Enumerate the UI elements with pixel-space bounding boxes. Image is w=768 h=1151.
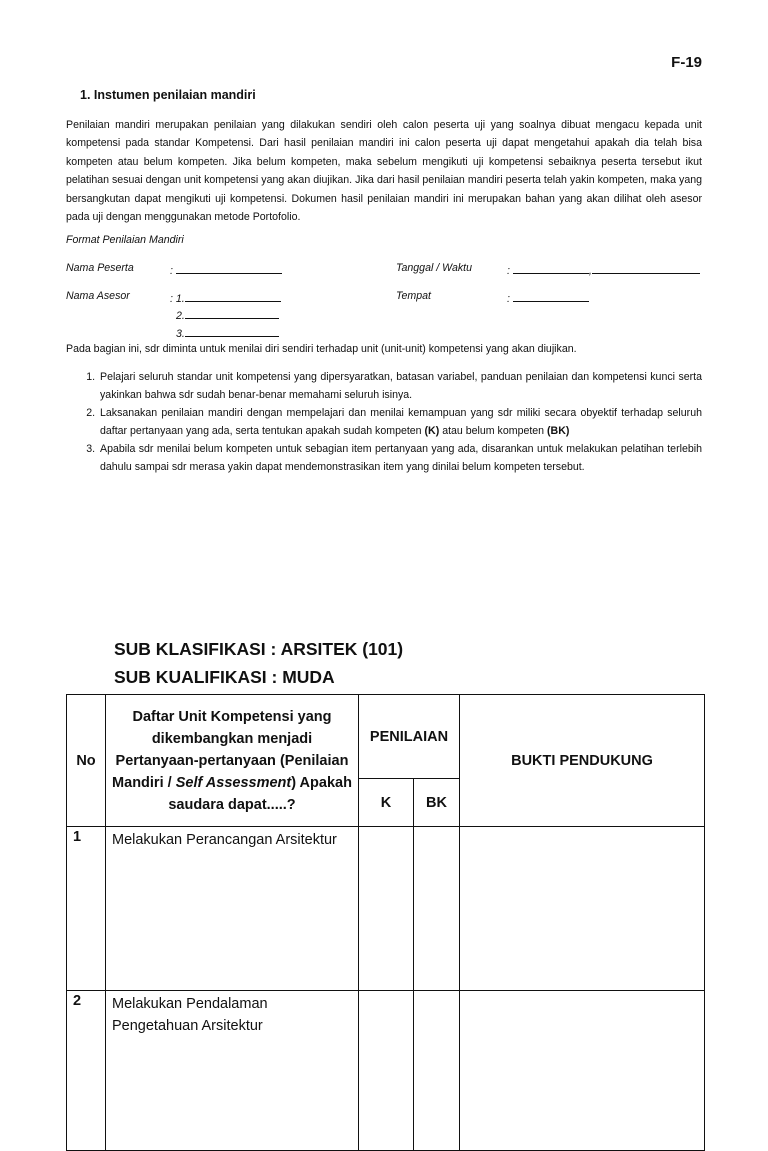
asesor-2-blank[interactable] xyxy=(185,307,279,319)
asesor-2-field[interactable] xyxy=(176,307,279,322)
tempat-field[interactable] xyxy=(507,290,589,305)
header-no: No xyxy=(67,695,106,827)
asesor-2-number: 2. xyxy=(176,310,185,322)
tempat-blank[interactable] xyxy=(513,290,589,302)
nama-asesor-label: Nama Asesor xyxy=(66,290,130,302)
step-2-bk: (BK) xyxy=(547,425,570,437)
tanggal-blank[interactable] xyxy=(513,262,589,274)
format-title: Format Penilaian Mandiri xyxy=(66,234,184,246)
tanggal-waktu-label: Tanggal / Waktu xyxy=(396,262,472,274)
asesor-3-number: 3. xyxy=(176,328,185,340)
table-header-row xyxy=(67,695,705,779)
header-daftar-unit xyxy=(106,695,359,827)
colon-separator: : xyxy=(507,293,510,305)
sub-klasifikasi: SUB KLASIFIKASI : ARSITEK (101) xyxy=(114,639,404,659)
row-unit-text: Melakukan Pendalaman Pengetahuan Arsitektur xyxy=(106,991,359,1151)
step-2-text-b: atau belum kompeten xyxy=(439,425,548,437)
header-k: K xyxy=(359,779,414,827)
row-unit-text: Melakukan Perancangan Arsitektur xyxy=(106,827,359,991)
header-bk: BK xyxy=(414,779,460,827)
section-title: 1. Instumen penilaian mandiri xyxy=(80,88,256,102)
header-daftar-italic: Self Assessment xyxy=(175,774,292,791)
row-bk-cell[interactable] xyxy=(414,991,460,1151)
row-bk-cell[interactable] xyxy=(414,827,460,991)
table-row xyxy=(67,991,705,1151)
header-daftar-text-a: Daftar Unit Kompetensi yang dikembangkan menjadi Pertanyaan-pertanyaan (Penilaian Mandiri / xyxy=(112,708,349,791)
nama-peserta-label: Nama Peserta xyxy=(66,262,134,274)
row-k-cell[interactable] xyxy=(359,991,414,1151)
instruction-step-3: 3. Apabila sdr menilai belum kompeten untuk sebagian item pertanyaan yang ada, disarankan untuk melakukan pelatihan terlebih dahulu sampai sdr merasa yakin dapat mendemonstrasikan item yang dinilai belum kompeten tersebut. xyxy=(98,440,702,476)
nama-peserta-blank[interactable] xyxy=(176,262,282,274)
step-2-text-a: Laksanakan penilaian mandiri dengan mempelajari dan menilai kemampuan yang sdr miliki secara obyektif terhadap seluruh daftar pertanyaan yang ada, serta tentukan apakah sudah kompeten xyxy=(100,407,702,437)
table-row xyxy=(67,827,705,991)
instruction-intro: Pada bagian ini, sdr diminta untuk menilai diri sendiri terhadap unit (unit-unit) kompetensi yang akan diujikan. xyxy=(66,343,577,355)
sub-kualifikasi: SUB KUALIFIKASI : MUDA xyxy=(114,667,335,687)
instruction-steps xyxy=(66,368,702,476)
instruction-step-2 xyxy=(98,404,702,440)
asesor-1-number: 1. xyxy=(175,293,185,305)
row-k-cell[interactable] xyxy=(359,827,414,991)
assessment-table xyxy=(66,694,705,1151)
colon-separator: : xyxy=(170,293,173,305)
intro-paragraph: Penilaian mandiri merupakan penilaian yang dilakukan sendiri oleh calon peserta uji yang soalnya dibuat mengacu kepada unit kompetensi pada standar Kompetensi. Dari hasil penilaian mandiri ini calon peserta uji dapat mengetahui apakah dia telah bisa kompeten atau belum kompeten. Jika belum kompeten, maka sebelum mengikuti uji kompetensi sebaiknya peserta tersebut ikut pelatihan sesuai dengan unit kompetensi yang akan diujikan. Jika dari hasil penilaian mandiri peserta telah yakin kompeten, maka yang bersangkutan dapat mengikuti uji kompetensi. Dokumen hasil penilaian mandiri ini merupakan bahan yang akan dilihat oleh asesor pada uji dengan menggunakan metode Portofolio. xyxy=(66,119,702,224)
step-2-k: (K) xyxy=(424,425,440,437)
header-daftar-text-b: ) Apakah saudara dapat.....? xyxy=(168,774,352,813)
form-code: F-19 xyxy=(671,54,702,71)
tanggal-waktu-field[interactable] xyxy=(507,262,700,277)
asesor-3-blank[interactable] xyxy=(185,325,279,337)
instruction-step-1: 1. Pelajari seluruh standar unit kompetensi yang dipersyaratkan, batasan variabel, panduan penilaian dan kompetensi kunci serta yakinkan bahwa sdr sudah benar-benar memahami seluruh isinya. xyxy=(98,368,702,404)
asesor-1-blank[interactable] xyxy=(185,290,281,302)
row-bukti-cell[interactable] xyxy=(460,991,705,1151)
row-bukti-cell[interactable] xyxy=(460,827,705,991)
tempat-label: Tempat xyxy=(396,290,431,302)
colon-separator: : xyxy=(170,265,173,277)
asesor-3-field[interactable] xyxy=(176,325,279,340)
colon-separator: : xyxy=(507,265,510,277)
waktu-blank[interactable] xyxy=(592,262,700,274)
date-separator: , xyxy=(588,265,592,277)
nama-peserta-field[interactable] xyxy=(170,262,282,277)
row-number: 2 xyxy=(67,991,106,1151)
asesor-1-field[interactable] xyxy=(170,290,281,305)
header-bukti-pendukung: BUKTI PENDUKUNG xyxy=(460,695,705,827)
header-penilaian: PENILAIAN xyxy=(359,695,460,779)
row-number: 1 xyxy=(67,827,106,991)
